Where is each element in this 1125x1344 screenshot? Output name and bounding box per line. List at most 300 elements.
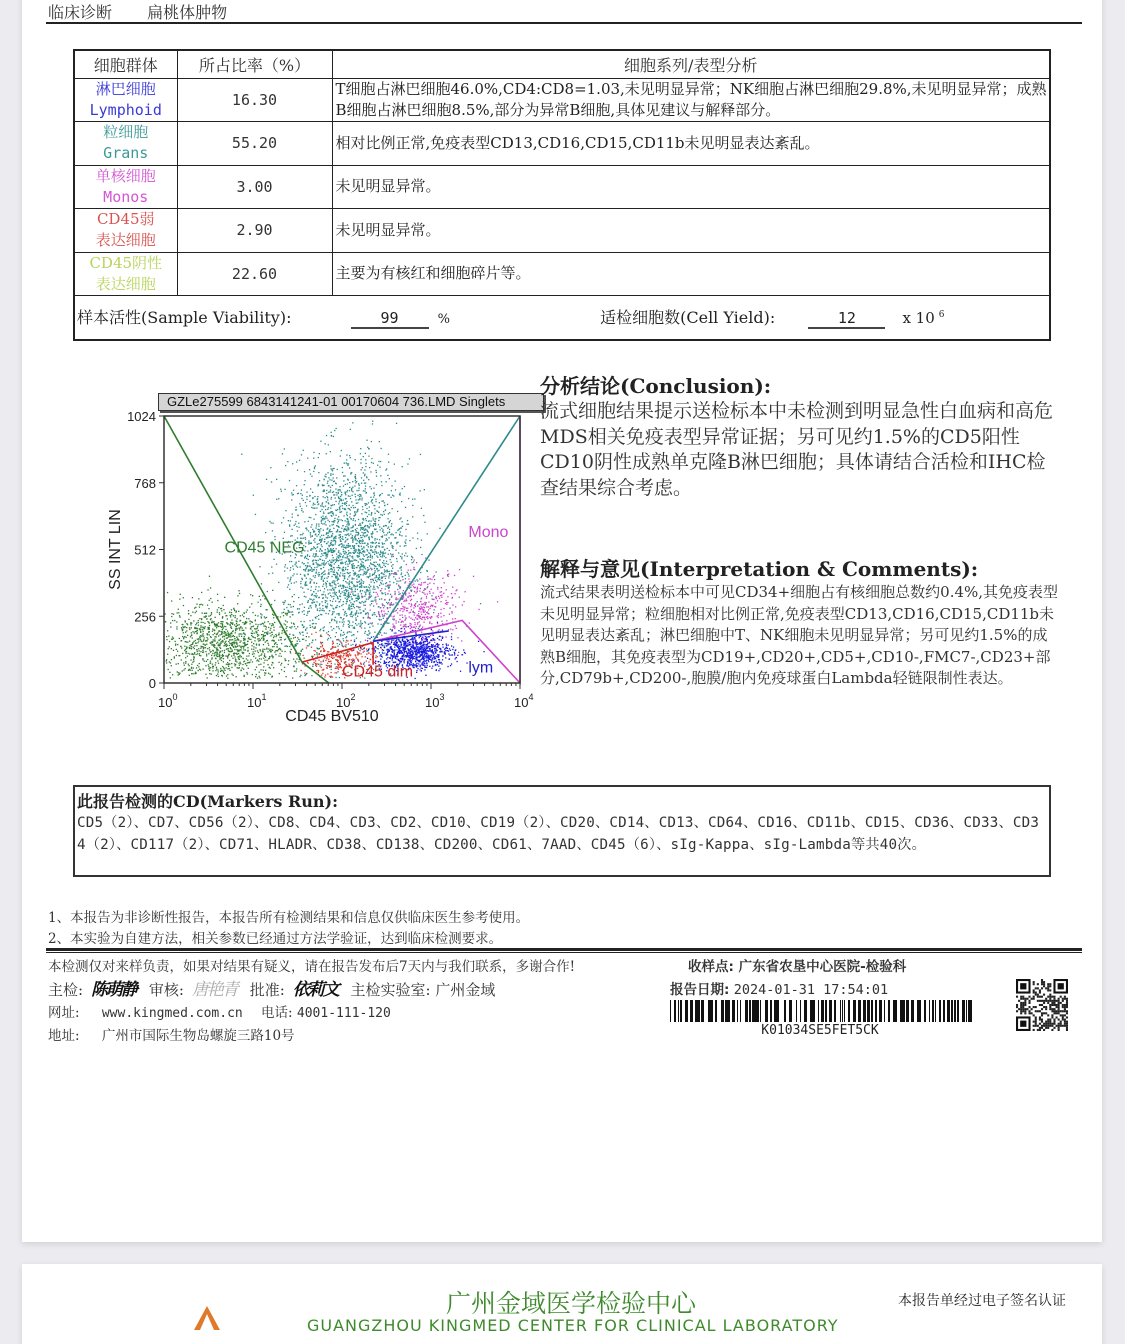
event-dot — [278, 640, 279, 641]
event-dot — [328, 541, 329, 542]
event-dot — [349, 631, 350, 632]
event-dot — [374, 597, 375, 598]
event-dot — [406, 524, 407, 525]
event-dot — [203, 639, 204, 640]
event-dot — [345, 534, 346, 535]
event-dot — [340, 617, 341, 618]
event-dot — [334, 537, 335, 538]
event-dot — [229, 645, 230, 646]
event-dot — [315, 618, 316, 619]
event-dot — [332, 588, 333, 589]
event-dot — [365, 532, 366, 533]
event-dot — [345, 492, 346, 493]
event-dot — [197, 628, 198, 629]
event-dot — [343, 609, 344, 610]
event-dot — [358, 648, 359, 649]
event-dot — [416, 618, 417, 619]
event-dot — [348, 521, 349, 522]
event-dot — [322, 673, 323, 674]
event-dot — [223, 633, 224, 634]
event-dot — [415, 617, 416, 618]
event-dot — [324, 539, 325, 540]
event-dot — [389, 590, 390, 591]
event-dot — [322, 645, 323, 646]
event-dot — [355, 499, 356, 500]
event-dot — [365, 560, 366, 561]
event-dot — [369, 506, 370, 507]
event-dot — [301, 650, 302, 651]
event-dot — [251, 603, 252, 604]
event-dot — [382, 614, 383, 615]
event-dot — [178, 663, 179, 664]
event-dot — [216, 636, 217, 637]
event-dot — [400, 608, 401, 609]
event-dot — [339, 559, 340, 560]
event-dot — [348, 593, 349, 594]
event-dot — [315, 553, 316, 554]
event-dot — [239, 642, 240, 643]
event-dot — [255, 658, 256, 659]
event-dot — [448, 645, 449, 646]
event-dot — [247, 647, 248, 648]
event-dot — [313, 623, 314, 624]
event-dot — [447, 570, 448, 571]
event-dot — [261, 638, 262, 639]
event-dot — [338, 519, 339, 520]
event-dot — [314, 496, 315, 497]
event-dot — [371, 500, 372, 501]
event-dot — [293, 490, 294, 491]
event-dot — [350, 498, 351, 499]
event-dot — [321, 667, 322, 668]
event-dot — [358, 659, 359, 660]
event-dot — [398, 581, 399, 582]
event-dot — [272, 523, 273, 524]
event-dot — [320, 610, 321, 611]
event-dot — [365, 482, 366, 483]
event-dot — [360, 494, 361, 495]
event-dot — [330, 600, 331, 601]
event-dot — [356, 600, 357, 601]
event-dot — [336, 572, 337, 573]
event-dot — [185, 626, 186, 627]
event-dot — [229, 642, 230, 643]
event-dot — [370, 654, 371, 655]
event-dot — [403, 560, 404, 561]
event-dot — [236, 623, 237, 624]
event-dot — [412, 537, 413, 538]
event-dot — [385, 594, 386, 595]
event-dot — [360, 602, 361, 603]
event-dot — [350, 473, 351, 474]
event-dot — [245, 627, 246, 628]
event-dot — [365, 525, 366, 526]
event-dot — [370, 520, 371, 521]
event-dot — [387, 494, 388, 495]
event-dot — [355, 496, 356, 497]
event-dot — [216, 633, 217, 634]
event-dot — [310, 581, 311, 582]
event-dot — [302, 495, 303, 496]
event-dot — [353, 660, 354, 661]
table-row — [74, 122, 1050, 166]
event-dot — [220, 648, 221, 649]
event-dot — [189, 629, 190, 630]
event-dot — [366, 660, 367, 661]
event-dot — [352, 487, 353, 488]
event-dot — [233, 615, 234, 616]
event-dot — [236, 611, 237, 612]
event-dot — [346, 590, 347, 591]
event-dot — [380, 607, 381, 608]
event-dot — [333, 551, 334, 552]
event-dot — [386, 602, 387, 603]
event-dot — [401, 572, 402, 573]
event-dot — [297, 637, 298, 638]
event-dot — [354, 547, 355, 548]
event-dot — [315, 623, 316, 624]
event-dot — [355, 507, 356, 508]
event-dot — [377, 539, 378, 540]
event-dot — [363, 581, 364, 582]
event-dot — [253, 656, 254, 657]
event-dot — [207, 621, 208, 622]
event-dot — [313, 569, 314, 570]
event-dot — [333, 582, 334, 583]
event-dot — [360, 496, 361, 497]
event-dot — [235, 665, 236, 666]
event-dot — [350, 552, 351, 553]
event-dot — [337, 583, 338, 584]
event-dot — [332, 540, 333, 541]
event-dot — [221, 634, 222, 635]
event-dot — [367, 576, 368, 577]
event-dot — [348, 651, 349, 652]
event-dot — [292, 565, 293, 566]
event-dot — [350, 457, 351, 458]
event-dot — [342, 622, 343, 623]
event-dot — [400, 527, 401, 528]
event-dot — [303, 511, 304, 512]
event-dot — [341, 538, 342, 539]
event-dot — [362, 590, 363, 591]
event-dot — [360, 641, 361, 642]
event-dot — [366, 535, 367, 536]
event-dot — [243, 616, 244, 617]
event-dot — [227, 657, 228, 658]
event-dot — [343, 601, 344, 602]
event-dot — [240, 615, 241, 616]
event-dot — [367, 516, 368, 517]
event-dot — [222, 654, 223, 655]
event-dot — [322, 646, 323, 647]
event-dot — [321, 509, 322, 510]
event-dot — [300, 574, 301, 575]
event-dot — [393, 582, 394, 583]
event-dot — [300, 566, 301, 567]
event-dot — [317, 610, 318, 611]
event-dot — [398, 639, 399, 640]
event-dot — [228, 641, 229, 642]
event-dot — [252, 630, 253, 631]
event-dot — [330, 465, 331, 466]
event-dot — [321, 546, 322, 547]
event-dot — [332, 545, 333, 546]
event-dot — [411, 609, 412, 610]
event-dot — [325, 607, 326, 608]
event-dot — [348, 463, 349, 464]
event-dot — [328, 513, 329, 514]
event-dot — [284, 602, 285, 603]
event-dot — [302, 649, 303, 650]
event-dot — [420, 572, 421, 573]
event-dot — [226, 615, 227, 616]
event-dot — [398, 552, 399, 553]
event-dot — [359, 485, 360, 486]
event-dot — [379, 564, 380, 565]
event-dot — [333, 528, 334, 529]
event-dot — [335, 617, 336, 618]
event-dot — [394, 647, 395, 648]
event-dot — [376, 510, 377, 511]
event-dot — [224, 652, 225, 653]
event-dot — [231, 632, 232, 633]
event-dot — [377, 564, 378, 565]
event-dot — [395, 593, 396, 594]
event-dot — [328, 572, 329, 573]
event-dot — [351, 635, 352, 636]
event-dot — [325, 474, 326, 475]
event-dot — [261, 624, 262, 625]
event-dot — [338, 560, 339, 561]
event-dot — [363, 554, 364, 555]
event-dot — [347, 652, 348, 653]
event-dot — [219, 640, 220, 641]
event-dot — [375, 566, 376, 567]
event-dot — [168, 636, 169, 637]
event-dot — [197, 632, 198, 633]
event-dot — [322, 485, 323, 486]
event-dot — [200, 635, 201, 636]
event-dot — [226, 634, 227, 635]
event-dot — [348, 605, 349, 606]
event-dot — [284, 639, 285, 640]
event-dot — [210, 615, 211, 616]
event-dot — [389, 599, 390, 600]
event-dot — [331, 619, 332, 620]
event-dot — [410, 612, 411, 613]
event-dot — [195, 607, 196, 608]
event-dot — [413, 607, 414, 608]
event-dot — [310, 569, 311, 570]
event-dot — [378, 587, 379, 588]
event-dot — [394, 618, 395, 619]
event-dot — [364, 556, 365, 557]
event-dot — [384, 615, 385, 616]
event-dot — [333, 567, 334, 568]
event-dot — [354, 548, 355, 549]
event-dot — [309, 620, 310, 621]
event-dot — [258, 652, 259, 653]
event-dot — [357, 631, 358, 632]
event-dot — [260, 624, 261, 625]
event-dot — [183, 662, 184, 663]
event-dot — [448, 629, 449, 630]
event-dot — [196, 604, 197, 605]
event-dot — [348, 620, 349, 621]
event-dot — [303, 569, 304, 570]
event-dot — [220, 671, 221, 672]
event-dot — [336, 632, 337, 633]
event-dot — [449, 614, 450, 615]
event-dot — [228, 635, 229, 636]
event-dot — [309, 501, 310, 502]
event-dot — [237, 595, 238, 596]
event-dot — [212, 670, 213, 671]
event-dot — [454, 575, 455, 576]
event-dot — [331, 626, 332, 627]
event-dot — [370, 610, 371, 611]
event-dot — [367, 571, 368, 572]
event-dot — [247, 644, 248, 645]
event-dot — [308, 569, 309, 570]
event-dot — [418, 611, 419, 612]
event-dot — [357, 651, 358, 652]
event-dot — [314, 650, 315, 651]
event-dot — [304, 521, 305, 522]
event-dot — [331, 576, 332, 577]
event-dot — [304, 621, 305, 622]
event-dot — [317, 547, 318, 548]
event-dot — [215, 617, 216, 618]
event-dot — [381, 610, 382, 611]
event-dot — [420, 616, 421, 617]
event-dot — [346, 545, 347, 546]
event-dot — [295, 662, 296, 663]
event-dot — [260, 655, 261, 656]
event-dot — [220, 668, 221, 669]
event-dot — [345, 520, 346, 521]
event-dot — [305, 537, 306, 538]
event-dot — [433, 576, 434, 577]
event-dot — [309, 598, 310, 599]
event-dot — [328, 631, 329, 632]
event-dot — [312, 570, 313, 571]
event-dot — [429, 591, 430, 592]
event-dot — [206, 655, 207, 656]
event-dot — [404, 632, 405, 633]
event-dot — [302, 603, 303, 604]
event-dot — [319, 551, 320, 552]
event-dot — [247, 651, 248, 652]
event-dot — [420, 636, 421, 637]
event-dot — [326, 543, 327, 544]
event-dot — [185, 620, 186, 621]
event-dot — [368, 456, 369, 457]
event-dot — [359, 607, 360, 608]
event-dot — [347, 654, 348, 655]
event-dot — [344, 614, 345, 615]
event-dot — [323, 660, 324, 661]
event-dot — [256, 644, 257, 645]
event-dot — [343, 580, 344, 581]
event-dot — [422, 592, 423, 593]
event-dot — [323, 567, 324, 568]
event-dot — [307, 565, 308, 566]
event-dot — [438, 666, 439, 667]
event-dot — [271, 664, 272, 665]
event-dot — [371, 501, 372, 502]
event-dot — [326, 584, 327, 585]
event-dot — [318, 586, 319, 587]
event-dot — [329, 592, 330, 593]
event-dot — [437, 645, 438, 646]
event-dot — [433, 592, 434, 593]
event-dot — [330, 666, 331, 667]
event-dot — [366, 508, 367, 509]
event-dot — [353, 552, 354, 553]
event-dot — [192, 631, 193, 632]
event-dot — [389, 550, 390, 551]
event-dot — [344, 612, 345, 613]
event-dot — [363, 611, 364, 612]
event-dot — [201, 619, 202, 620]
event-dot — [185, 668, 186, 669]
event-dot — [274, 652, 275, 653]
event-dot — [451, 633, 452, 634]
event-dot — [331, 585, 332, 586]
event-dot — [363, 533, 364, 534]
event-dot — [363, 605, 364, 606]
event-dot — [363, 617, 364, 618]
event-dot — [354, 661, 355, 662]
event-dot — [267, 643, 268, 644]
event-dot — [347, 465, 348, 466]
event-dot — [305, 570, 306, 571]
event-dot — [398, 591, 399, 592]
event-dot — [208, 631, 209, 632]
event-dot — [246, 611, 247, 612]
event-dot — [281, 651, 282, 652]
event-dot — [268, 627, 269, 628]
population-percent: 16.30 — [177, 78, 332, 122]
event-dot — [349, 467, 350, 468]
event-dot — [328, 569, 329, 570]
event-dot — [401, 501, 402, 502]
event-dot — [427, 584, 428, 585]
event-dot — [371, 637, 372, 638]
event-dot — [402, 466, 403, 467]
event-dot — [356, 575, 357, 576]
event-dot — [381, 624, 382, 625]
event-dot — [345, 587, 346, 588]
event-dot — [222, 626, 223, 627]
event-dot — [248, 637, 249, 638]
event-dot — [349, 575, 350, 576]
event-dot — [344, 658, 345, 659]
event-dot — [441, 591, 442, 592]
event-dot — [228, 663, 229, 664]
event-dot — [462, 604, 463, 605]
event-dot — [457, 637, 458, 638]
event-dot — [255, 669, 256, 670]
event-dot — [322, 610, 323, 611]
event-dot — [378, 512, 379, 513]
event-dot — [417, 587, 418, 588]
event-dot — [344, 634, 345, 635]
event-dot — [171, 648, 172, 649]
event-dot — [365, 568, 366, 569]
